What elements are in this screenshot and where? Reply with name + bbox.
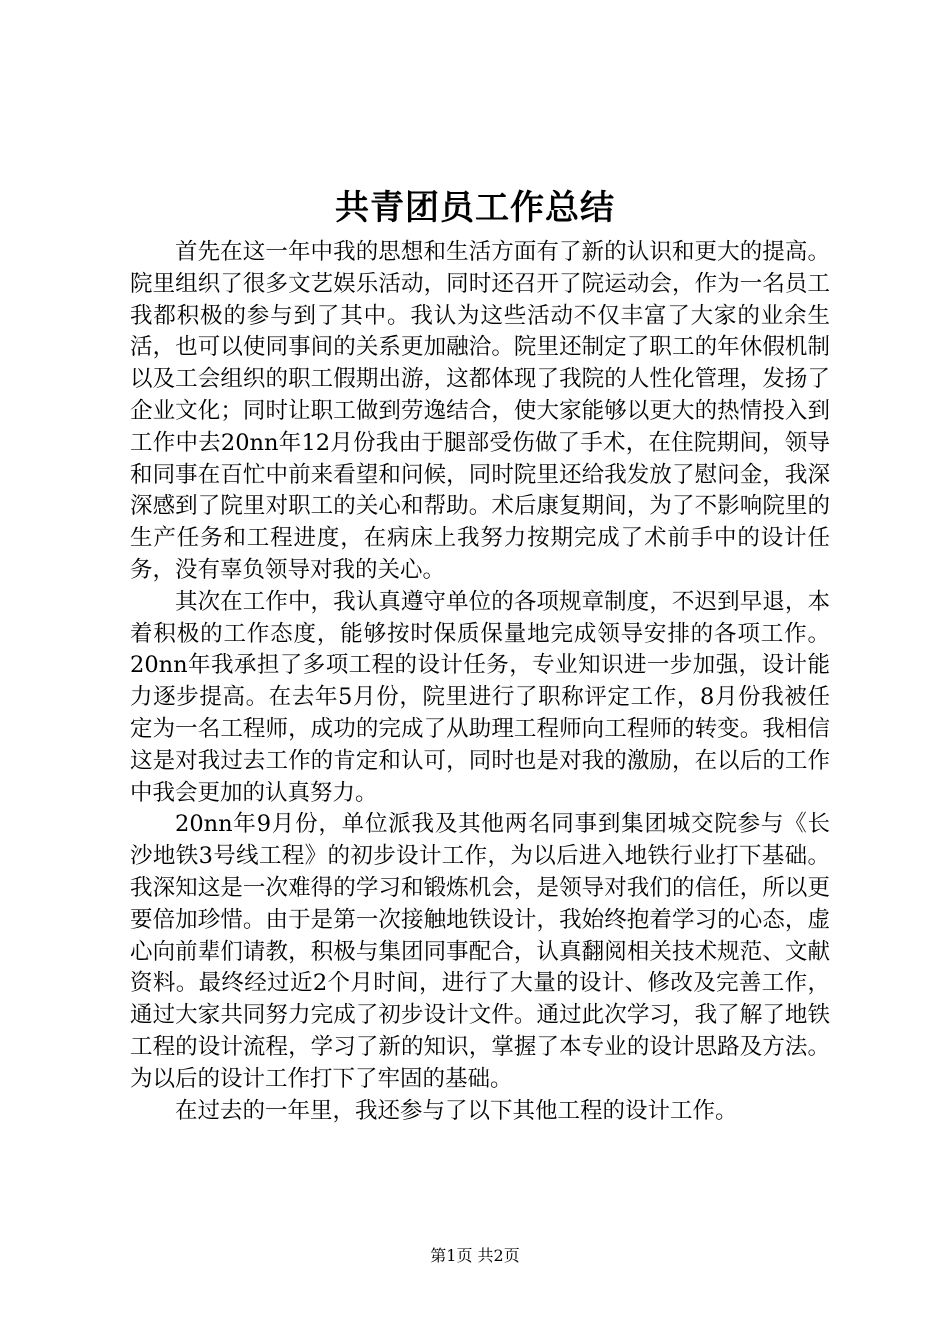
document-title: 共青团员工作总结 — [335, 188, 615, 228]
page-footer: 第1页 共2页 — [430, 1246, 520, 1265]
paragraph: 在过去的一年里，我还参与了以下其他工程的设计工作。 — [175, 1097, 738, 1124]
paragraph: 20nn年9月份，单位派我及其他两名同事到集团城交院参与《长沙地铁3号线工程》的初步设计工作，为以后进入地铁行业打下基础。我深知这是一次难得的学习和锻炼机会，是领导对我们的信任，所以更要倍加珍惜。由于是第一次接触地铁设计，我始终抱着学习的心态，虚心向前辈们请教，积极与集团同事配合，认真翻阅相关技术规范、文献资料。最终经过近2个月时间，进行了大量的设计、修改及完善工作，通过大家共同努力完成了初步设计文件。通过此次学习，我了解了地铁工程的设计流程，学习了新的知识，掌握了本专业的设计思路及方法。为以后的设计工作打下了牢固的基础。 — [130, 811, 830, 1092]
document-body — [130, 237, 830, 1127]
paragraph: 其次在工作中，我认真遵守单位的各项规章制度，不迟到早退，本着积极的工作态度，能够按时保质保量地完成领导安排的各项工作。20nn年我承担了多项工程的设计任务，专业知识进一步加强，设计能力逐步提高。在去年5月份，院里进行了职称评定工作，8月份我被任定为一名工程师，成功的完成了从助理工程师向工程师的转变。我相信这是对我过去工作的肯定和认可，同时也是对我的激励，在以后的工作中我会更加的认真努力。 — [130, 588, 830, 806]
paragraph: 首先在这一年中我的思想和生活方面有了新的认识和更大的提高。院里组织了很多文艺娱乐活动，同时还召开了院运动会，作为一名员工我都积极的参与到了其中。我认为这些活动不仅丰富了大家的业余生活，也可以使同事间的关系更加融洽。院里还制定了职工的年休假机制以及工会组织的职工假期出游，这都体现了我院的人性化管理，发扬了企业文化；同时让职工做到劳逸结合，使大家能够以更大的热情投入到工作中去20nn年12月份我由于腿部受伤做了手术，在住院期间，领导和同事在百忙中前来看望和问候，同时院里还给我发放了慰问金，我深深感到了院里对职工的关心和帮助。术后康复期间，为了不影响院里的生产任务和工程进度，在病床上我努力按期完成了术前手中的设计任务，没有辜负领导对我的关心。 — [130, 239, 830, 583]
